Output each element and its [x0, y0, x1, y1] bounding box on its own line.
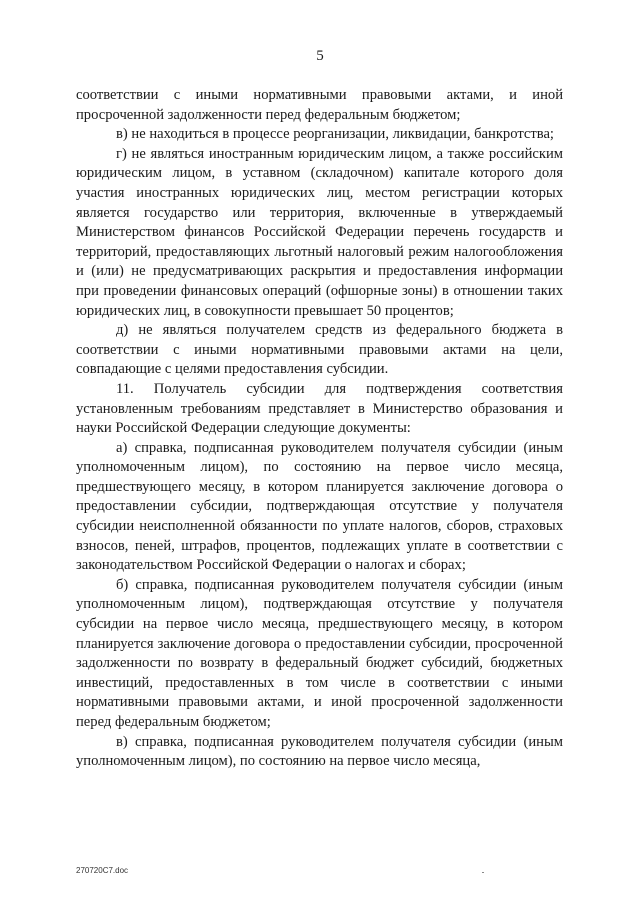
paragraph-item-v-2: в) справка, подписанная руководителем получателя субсидии (иным уполномоченным лицом), по состоянию на первое число месяца, — [76, 733, 563, 770]
document-body — [76, 86, 563, 772]
page-number: 5 — [316, 48, 324, 64]
paragraph-item-d: д) не являться получателем средств из федерального бюджета в соответствии с иными нормативными правовыми актами на цели, совпадающие с целями предоставления субсидии. — [76, 322, 563, 378]
paragraph-continuation: соответствии с иными нормативными правовыми актами, и иной просроченной задолженности перед федеральным бюджетом; — [76, 87, 563, 123]
paragraph-item-v: в) не находиться в процессе реорганизации, ликвидации, банкротства; — [116, 126, 554, 143]
footer-filename: 270720C7.doc — [76, 866, 129, 875]
paragraph-item-b: б) справка, подписанная руководителем получателя субсидии (иным уполномоченным лицом), подтверждающая отсутствие у получателя субсидии на первое число месяца, предшествующего месяцу, в котором планируется заключение договора о предоставлении субсидии, просроченной задолженности по возврату в федеральный бюджет субсидий, бюджетных инвестиций, предоставленных в том числе в соответствии с иными нормативными правовыми актами, и иной просроченной задолженности перед федеральным бюджетом; — [76, 576, 563, 730]
scan-speck — [482, 872, 484, 873]
paragraph-clause-11: 11. Получатель субсидии для подтверждения соответствия установленным требованиям представляет в Министерство образования и науки Российской Федерации следующие документы: — [76, 380, 563, 437]
paragraph-item-g: г) не являться иностранным юридическим лицом, а также российским юридическим лицом, в уставном (складочном) капитале которого доля участия иностранных юридических лиц, местом регистрации которых является государство или территория, включенные в утверждаемый Министерством финансов Российской Федерации перечень государств и территорий, предоставляющих льготный налоговый режим налогообложения и (или) не предусматривающих раскрытия и предоставления информации при проведении финансовых операций (офшорные зоны) в отношении таких юридических лиц, в совокупности превышает 50 процентов; — [76, 145, 563, 319]
paragraph-item-a: а) справка, подписанная руководителем получателя субсидии (иным уполномоченным лицом), по состоянию на первое число месяца, предшествующего месяцу, в котором планируется заключение договора о предоставлении субсидии, подтверждающая отсутствие у получателя субсидии неисполненной обязанности по уплате налогов, сборов, страховых взносов, пеней, штрафов, процентов, подлежащих уплате в соответствии с законодательством Российской Федерации о налогах и сборах; — [76, 439, 563, 574]
